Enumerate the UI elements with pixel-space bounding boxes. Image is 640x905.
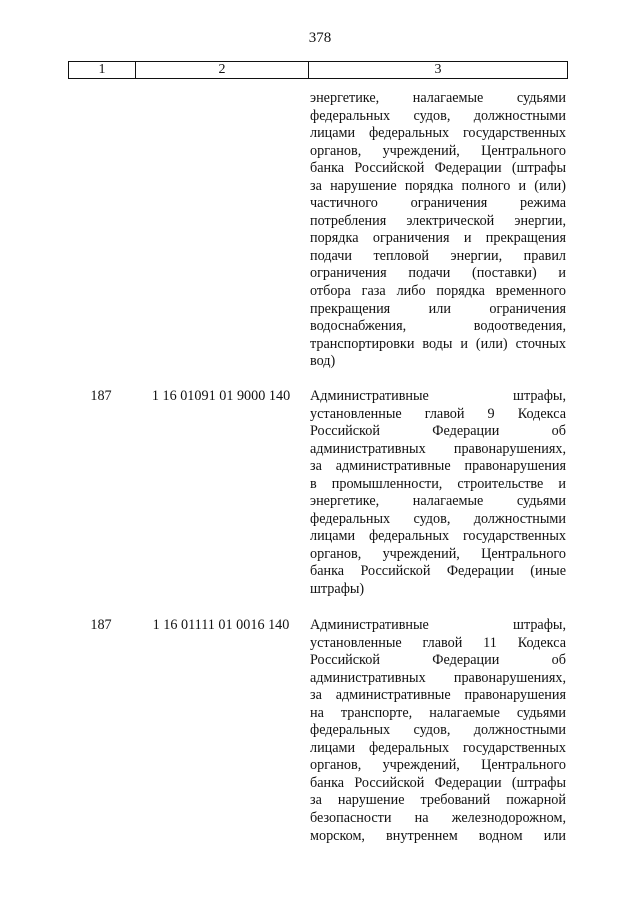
description-line: лицами федеральных государственных: [310, 739, 566, 756]
description-line: за нарушение порядка полного и (или): [310, 177, 566, 194]
description-line: установленные главой 11 Кодекса: [310, 634, 566, 651]
description-line: морском, внутреннем водном или: [310, 827, 566, 844]
description-line: транспортировки воды и (или) сточных: [310, 335, 566, 352]
description-line: ограничения подачи (поставки) и: [310, 265, 566, 282]
description-line: в промышленности, строительстве и: [310, 475, 566, 492]
description-line: потребления электрической энергии,: [310, 212, 566, 229]
description-line: административных правонарушениях,: [310, 440, 566, 457]
description-line: установленные главой 9 Кодекса: [310, 405, 566, 422]
description-line: водоснабжения, водоотведения,: [310, 318, 566, 335]
row-code: 1 16 01091 01 9000 140: [151, 388, 291, 404]
description-line: лицами федеральных государственных: [310, 125, 566, 142]
description-line: федеральных судов, должностными: [310, 722, 566, 739]
continuation-description: [310, 90, 566, 371]
row-description: [310, 617, 566, 845]
description-line: подачи тепловой энергии, правил: [310, 247, 566, 264]
description-line: федеральных судов, должностными: [310, 107, 566, 124]
description-line: органов, учреждений, Центрального: [310, 757, 566, 774]
description-line: Административные штрафы,: [310, 617, 566, 633]
row-description: [310, 388, 566, 599]
description-line: энергетике, налагаемые судьями: [310, 493, 566, 510]
description-line: частичного ограничения режима: [310, 195, 566, 212]
description-line: органов, учреждений, Центрального: [310, 545, 566, 562]
description-line: банка Российской Федерации (иные: [310, 563, 566, 580]
description-line: за административные правонарушения: [310, 458, 566, 475]
row-number: 187: [90, 388, 112, 404]
description-line: Российской Федерации об: [310, 652, 566, 669]
description-line: энергетике, налагаемые судьями: [310, 90, 566, 106]
row-number: 187: [90, 617, 112, 633]
description-line: штрафы): [310, 581, 365, 598]
description-line: безопасности на железнодорожном,: [310, 810, 566, 827]
description-line: Административные штрафы,: [310, 388, 566, 404]
description-line: за нарушение требований пожарной: [310, 792, 566, 809]
description-line: за административные правонарушения: [310, 687, 566, 704]
description-line: федеральных судов, должностными: [310, 510, 566, 527]
description-line: административных правонарушениях,: [310, 669, 566, 686]
description-line: порядка ограничения и прекращения: [310, 230, 566, 247]
row-code: 1 16 01111 01 0016 140: [152, 617, 290, 633]
header-col-1: 1: [69, 62, 136, 78]
description-line: органов, учреждений, Центрального: [310, 142, 566, 159]
description-line: вод): [310, 353, 336, 370]
table-header: [68, 61, 568, 79]
header-col-2: 2: [136, 62, 309, 78]
description-line: на транспорте, налагаемые судьями: [310, 704, 566, 721]
description-line: прекращения или ограничения: [310, 300, 566, 317]
description-line: банка Российской Федерации (штрафы: [310, 774, 566, 791]
header-col-3: 3: [434, 62, 442, 77]
description-line: отбора газа либо порядка временного: [310, 283, 566, 300]
description-line: лицами федеральных государственных: [310, 528, 566, 545]
page-number: 378: [308, 30, 332, 46]
description-line: банка Российской Федерации (штрафы: [310, 160, 566, 177]
description-line: Российской Федерации об: [310, 423, 566, 440]
